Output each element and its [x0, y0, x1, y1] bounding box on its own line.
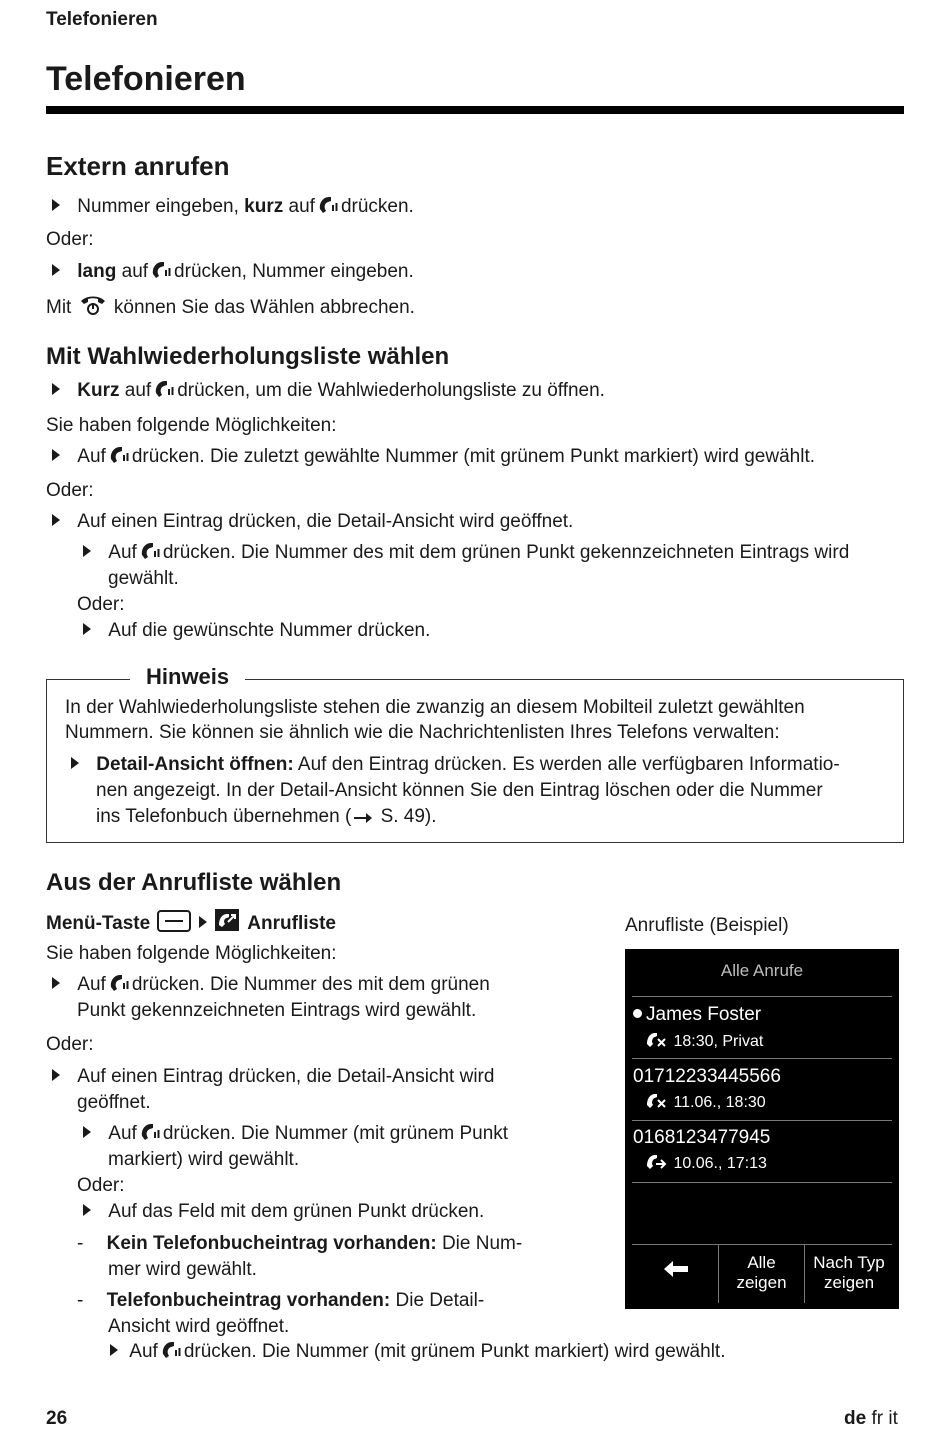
arrow-right-icon [353, 811, 373, 825]
call-key-icon [139, 541, 161, 561]
page-number: 26 [46, 1408, 68, 1429]
call-key-icon [139, 1122, 161, 1142]
green-dot-icon [633, 1009, 642, 1018]
entry-detail: 10.06., 17:13 [673, 1155, 767, 1172]
call-entry-detail [643, 1153, 767, 1173]
call-list-icon [214, 908, 240, 932]
menu-target-label: Anrufliste [247, 913, 336, 934]
text: drücken. Die Nummer (mit grünem Punkt [162, 1123, 509, 1144]
button-label: Alle [747, 1253, 776, 1272]
show-by-type-button[interactable] [805, 1245, 893, 1309]
divider [632, 996, 892, 997]
button-label: zeigen [823, 1273, 875, 1292]
call-key-icon [108, 445, 130, 465]
text: drücken. Die Nummer des mit dem grünen [131, 974, 490, 995]
section-title-extern: Extern anrufen [46, 151, 230, 181]
oder-text: Oder: [46, 480, 94, 501]
button-label: Nach Typ [813, 1253, 885, 1272]
oder-text: Oder: [77, 1175, 125, 1196]
bullet-item [52, 445, 815, 469]
bullet-item [52, 379, 605, 403]
end-call-icon [79, 294, 107, 316]
bullet-item [52, 973, 490, 997]
entry-detail: 18:30, Privat [673, 1033, 764, 1050]
bullet-item [52, 260, 414, 284]
text: können Sie das Wählen abbrechen. [113, 297, 415, 318]
call-list-screen [625, 949, 899, 1309]
back-button[interactable] [633, 1245, 719, 1309]
note-label: Hinweis [130, 664, 245, 690]
page-reference-link[interactable]: S. 49). [380, 806, 437, 827]
bullet-item [52, 510, 573, 534]
paragraph: Sie haben folgende Möglichkeiten: [46, 943, 337, 964]
language-active[interactable]: de [844, 1408, 867, 1429]
emphasis: lang [77, 261, 117, 282]
text: Mit [46, 297, 72, 318]
text: Auf einen Eintrag drücken, die Detail-Ansicht wird [77, 1066, 495, 1087]
emphasis: Kein Telefonbucheintrag vorhanden: [106, 1233, 437, 1254]
show-all-button[interactable] [719, 1245, 804, 1309]
entry-detail: 11.06., 18:30 [673, 1094, 766, 1111]
dash-item [77, 1289, 484, 1313]
bullet-arrow-icon [52, 264, 60, 276]
text: Auf die gewünschte Nummer drücken. [108, 620, 431, 641]
oder-text: Oder: [77, 594, 125, 615]
sub-bullet-item [83, 1122, 508, 1146]
sub-bullet-item [83, 619, 430, 643]
text: drücken, um die Wahlwiederholungsliste zu öffnen. [177, 380, 605, 401]
dash-item [77, 1232, 522, 1256]
outgoing-call-icon [645, 1153, 667, 1171]
text: ins Telefonbuch übernehmen ( [96, 806, 352, 827]
bullet-arrow-icon [83, 545, 91, 557]
bullet-arrow-icon [52, 383, 60, 395]
text: auf [121, 261, 149, 282]
oder-text: Oder: [46, 229, 94, 250]
screen-caption: Anrufliste (Beispiel) [625, 915, 789, 936]
text: Auf den Eintrag drücken. Es werden alle verfügbaren Informatio- [297, 754, 840, 775]
bullet-arrow-icon [199, 916, 207, 928]
emphasis: Kurz [77, 380, 120, 401]
dash-marker: - [77, 1233, 84, 1254]
text: Auf [77, 974, 106, 995]
bullet-arrow-icon [110, 1344, 118, 1356]
note-text: In der Wahlwiederholungsliste stehen die zwanzig an diesem Mobilteil zuletzt gewählten [65, 697, 805, 718]
bullet-arrow-icon [71, 757, 79, 769]
language-selector [844, 1408, 898, 1430]
paragraph: Sie haben folgende Möglichkeiten: [46, 415, 337, 436]
sub-bullet-continuation: markiert) wird gewählt. [108, 1149, 300, 1170]
note-bullet [71, 753, 840, 777]
paragraph [46, 294, 415, 320]
emphasis: Telefonbucheintrag vorhanden: [106, 1290, 391, 1311]
text: Nummer eingeben, [77, 196, 239, 217]
bullet-arrow-icon [52, 1069, 60, 1081]
call-key-icon [108, 973, 130, 993]
bullet-arrow-icon [52, 449, 60, 461]
menu-key-icon [157, 910, 191, 932]
text: Auf [77, 446, 106, 467]
screen-header: Alle Anrufe [720, 961, 804, 980]
text: drücken. Die Nummer (mit grünem Punkt markiert) wird gewählt. [183, 1341, 726, 1362]
missed-call-icon [645, 1092, 667, 1110]
text: drücken. Die zuletzt gewählte Nummer (mit grünem Punkt markiert) wird gewählt. [131, 446, 815, 467]
bullet-arrow-icon [83, 1126, 91, 1138]
running-head: Telefonieren [46, 9, 158, 30]
entry-name: James Foster [646, 1004, 762, 1025]
text: Auf einen Eintrag drücken, die Detail-Ansicht wird geöffnet. [77, 511, 574, 532]
menu-path [46, 908, 336, 936]
note-bullet-continuation: nen angezeigt. In der Detail-Ansicht können Sie den Eintrag löschen oder die Nummer [96, 780, 823, 801]
sub-bullet-continuation: gewählt. [108, 568, 179, 589]
bullet-arrow-icon [83, 623, 91, 635]
dash-continuation: mer wird gewählt. [108, 1259, 257, 1280]
menu-key-label: Menü-Taste [46, 913, 151, 934]
text: drücken. [340, 196, 414, 217]
text: drücken, Nummer eingeben. [174, 261, 414, 282]
sub-bullet-item [110, 1340, 725, 1364]
language-others[interactable]: fr it [871, 1408, 898, 1429]
text: Auf [129, 1341, 158, 1362]
note-text: Nummern. Sie können sie ähnlich wie die Nachrichtenlisten Ihres Telefons verwalten: [65, 722, 780, 743]
call-entry-detail [643, 1092, 766, 1112]
bullet-item [52, 195, 414, 219]
text: drücken. Die Nummer des mit dem grünen Punkt gekennzeichneten Eintrags wird [162, 542, 850, 563]
bullet-item [52, 1065, 494, 1089]
call-entry-name[interactable]: 0168123477945 [633, 1127, 771, 1148]
text: auf [288, 196, 315, 217]
call-entry-detail [643, 1031, 763, 1051]
section-title-wahlwiederholung: Mit Wahlwiederholungsliste wählen [46, 343, 450, 370]
call-entry-name[interactable]: 01712233445566 [633, 1066, 781, 1087]
text: Auf [108, 542, 137, 563]
bullet-arrow-icon [83, 1204, 91, 1216]
section-title-anrufliste: Aus der Anrufliste wählen [46, 869, 342, 896]
note-bullet-continuation [96, 805, 437, 829]
bullet-arrow-icon [52, 977, 60, 989]
bullet-continuation: Punkt gekennzeichneten Eintrags wird gewählt. [77, 1000, 477, 1021]
divider [632, 1182, 892, 1183]
bullet-arrow-icon [52, 199, 60, 211]
divider [632, 1120, 892, 1121]
chapter-rule [46, 106, 904, 114]
missed-call-icon [645, 1031, 667, 1049]
emphasis: Detail-Ansicht öffnen: [96, 754, 294, 775]
text: Auf [108, 1123, 137, 1144]
call-key-icon [150, 260, 172, 280]
dash-marker: - [77, 1290, 84, 1311]
back-arrow-icon [662, 1259, 690, 1279]
call-key-icon [317, 195, 339, 215]
button-label: zeigen [736, 1273, 787, 1292]
text: auf [124, 380, 152, 401]
dash-continuation: Ansicht wird geöffnet. [108, 1316, 290, 1337]
sub-bullet-item [83, 1200, 484, 1224]
call-key-icon [153, 379, 175, 399]
divider [632, 1058, 892, 1059]
sub-bullet-item [83, 541, 849, 565]
call-key-icon [160, 1340, 182, 1360]
bullet-continuation: geöffnet. [77, 1092, 151, 1113]
chapter-title: Telefonieren [46, 60, 246, 98]
call-entry-name[interactable] [633, 1004, 761, 1026]
text: Auf das Feld mit dem grünen Punkt drücken. [108, 1201, 485, 1222]
text: Die Num- [441, 1233, 523, 1254]
emphasis: kurz [244, 196, 284, 217]
text: Die Detail- [395, 1290, 485, 1311]
bullet-arrow-icon [52, 514, 60, 526]
oder-text: Oder: [46, 1034, 94, 1055]
